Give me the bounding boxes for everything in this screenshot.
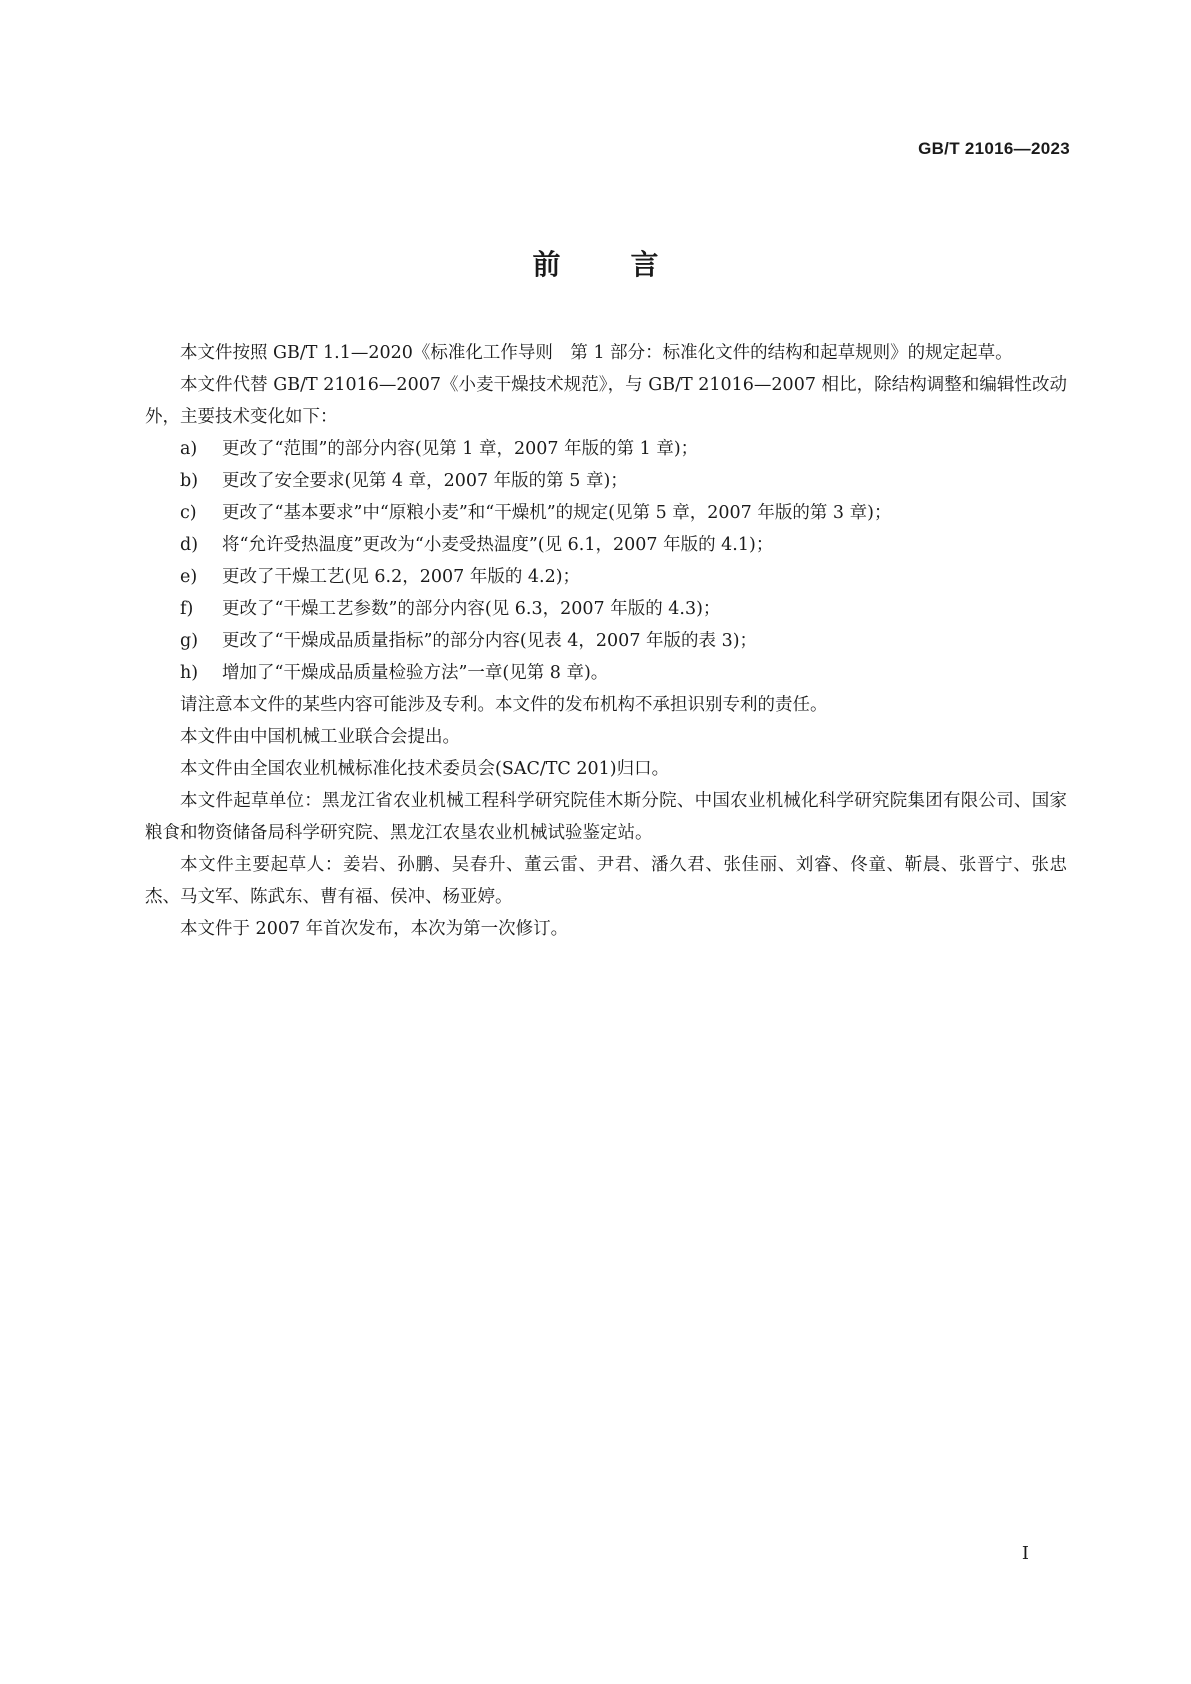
change-text: 更改了干燥工艺(见 6.2，2007 年版的 4.2)； [222,567,581,587]
drafters-paragraph: 本文件主要起草人：姜岩、孙鹏、吴春升、董云雷、尹君、潘久君、张佳丽、刘睿、佟童、靳晨、张晋宁、张忠杰、马文军、陈武东、曹有福、侯冲、杨亚婷。 [145,855,1067,907]
change-item [145,529,1067,561]
revision-history-paragraph: 本文件于 2007 年首次发布，本次为第一次修订。 [180,919,569,939]
document-code: GB/T 21016—2023 [918,139,1070,158]
patent-notice: 请注意本文件的某些内容可能涉及专利。本文件的发布机构不承担识别专利的责任。 [180,695,828,715]
change-marker: b) [180,471,199,491]
change-marker: d) [180,535,199,555]
change-text: 更改了“干燥工艺参数”的部分内容(见 6.3，2007 年版的 4.3)； [222,599,721,619]
change-marker: h) [180,663,199,683]
drafting-units-paragraph: 本文件起草单位：黑龙江省农业机械工程科学研究院佳木斯分院、中国农业机械化科学研究院集团有限公司、国家粮食和物资储备局科学研究院、黑龙江农垦农业机械试验鉴定站。 [145,791,1067,843]
document-body [145,337,1067,945]
change-item [145,465,1067,497]
change-text: 更改了“范围”的部分内容(见第 1 章，2007 年版的第 1 章)； [222,439,699,459]
change-item [145,593,1067,625]
change-text: 增加了“干燥成品质量检验方法”一章(见第 8 章)。 [222,663,609,683]
change-marker: e) [180,567,198,587]
committee-paragraph: 本文件由全国农业机械标准化技术委员会(SAC/TC 201)归口。 [180,759,670,779]
change-marker: a) [180,439,198,459]
change-item [145,561,1067,593]
title-char-2: 言 [630,248,659,281]
change-text: 将“允许受热温度”更改为“小麦受热温度”(见 6.1，2007 年版的 4.1)； [222,535,774,555]
change-text: 更改了安全要求(见第 4 章，2007 年版的第 5 章)； [222,471,628,491]
change-marker: c) [180,503,197,523]
change-text: 更改了“基本要求”中“原粮小麦”和“干燥机”的规定(见第 5 章，2007 年版的第 3 章)； [222,503,892,523]
page-title [0,243,1191,283]
page-number: I [1021,1543,1029,1564]
change-marker: f) [180,599,194,619]
change-item [145,625,1067,657]
title-char-1: 前 [532,248,561,281]
change-item [145,497,1067,529]
intro-paragraph-1: 本文件按照 GB/T 1.1—2020《标准化工作导则 第 1 部分：标准化文件的结构和起草规则》的规定起草。 [180,343,1013,363]
change-item [145,657,1067,689]
change-text: 更改了“干燥成品质量指标”的部分内容(见表 4，2007 年版的表 3)； [222,631,758,651]
change-item [145,433,1067,465]
change-marker: g) [180,631,199,651]
intro-paragraph-2: 本文件代替 GB/T 21016—2007《小麦干燥技术规范》，与 GB/T 21016—2007 相比，除结构调整和编辑性改动外，主要技术变化如下： [145,375,1067,427]
proposer-paragraph: 本文件由中国机械工业联合会提出。 [180,727,460,747]
